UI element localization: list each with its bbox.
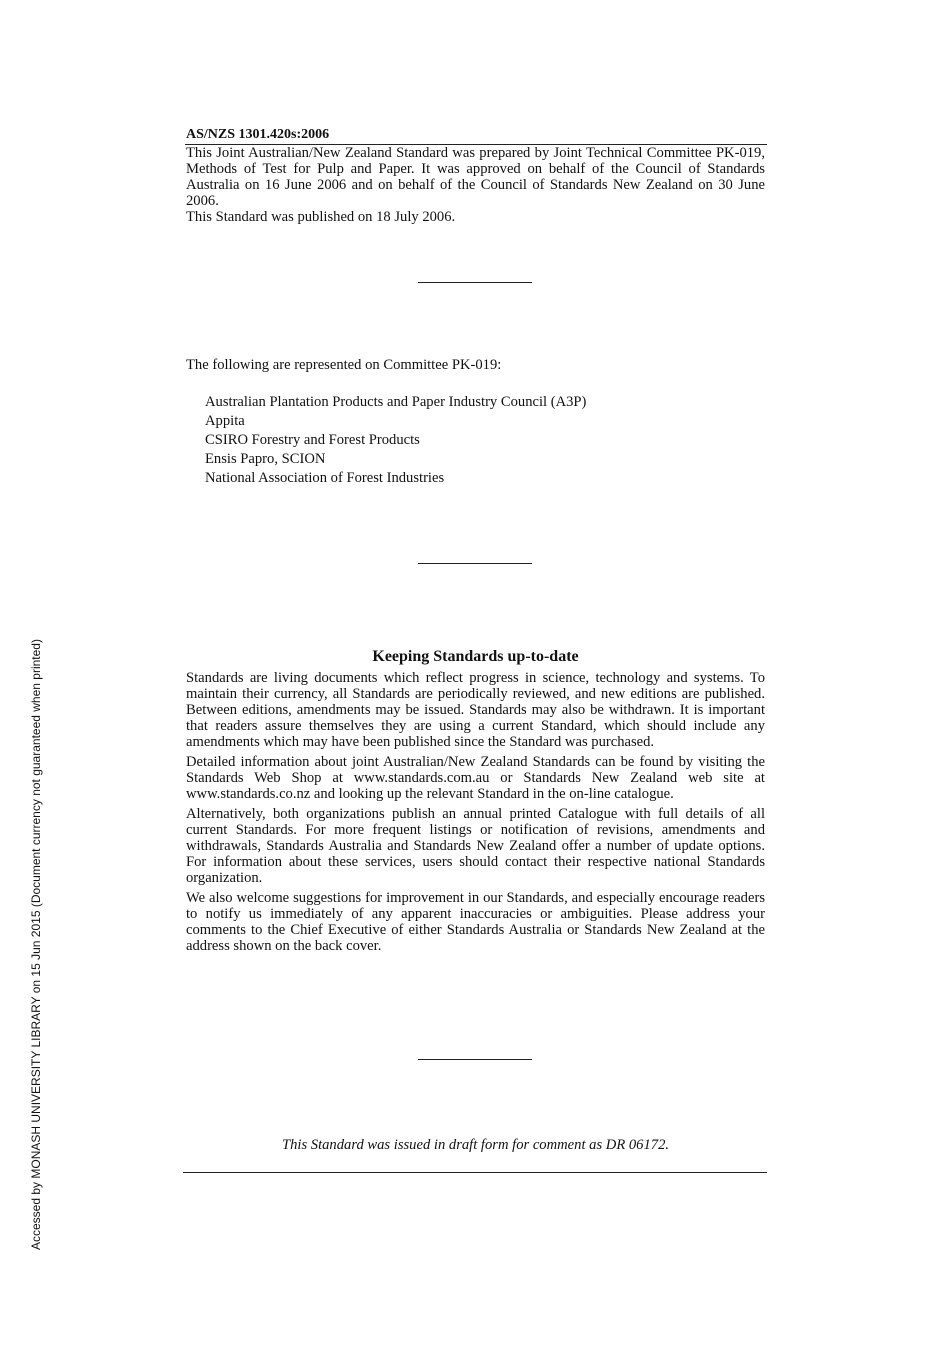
- section-heading: Keeping Standards up-to-date: [372, 648, 579, 665]
- committee-member: Australian Plantation Products and Paper Industry Council (A3P): [205, 394, 587, 410]
- body-paragraph: Standards are living documents which reflect progress in science, technology and systems. To maintain their currency, all Standards are periodically reviewed, and new editions are published. Between editions, amendments may be issued. Standards may also be withdrawn. It is important that readers assure themselves they are using a current Standard, which should include any amendments which may have been published since the Standard was purchased.: [186, 670, 765, 750]
- published-date: This Standard was published on 18 July 2006.: [186, 209, 456, 225]
- committee-member: CSIRO Forestry and Forest Products: [205, 432, 420, 448]
- body-paragraph: Alternatively, both organizations publish an annual printed Catalogue with full details of all current Standards. For more frequent listings or notification of revisions, amendments and withdrawals, Standards Australia and Standards New Zealand offer a number of update options. For information about these services, users should contact their respective national Standards organization.: [186, 806, 765, 886]
- footer-rule: [183, 1172, 767, 1173]
- committee-member: National Association of Forest Industries: [205, 470, 445, 486]
- section-divider: [418, 282, 532, 283]
- keeping-body: [186, 670, 765, 958]
- section-divider: [418, 1059, 532, 1060]
- intro-paragraph: This Joint Australian/New Zealand Standard was prepared by Joint Technical Committee PK-019, Methods of Test for Pulp and Paper. It was approved on behalf of the Council of Standards Australia on 16 June 2006 and on behalf of the Council of Standards New Zealand on 30 June 2006.: [186, 145, 765, 209]
- access-watermark: Accessed by MONASH UNIVERSITY LIBRARY on 15 Jun 2015 (Document currency not guaranteed when printed): [29, 639, 43, 1250]
- body-paragraph: We also welcome suggestions for improvement in our Standards, and especially encourage readers to notify us immediately of any apparent inaccuracies or ambiguities. Please address your comments to the Chief Executive of either Standards Australia or Standards New Zealand at the address shown on the back cover.: [186, 890, 765, 954]
- committee-member: Ensis Papro, SCION: [205, 451, 326, 467]
- draft-note: This Standard was issued in draft form for comment as DR 06172.: [281, 1137, 670, 1153]
- committee-member: Appita: [205, 413, 245, 429]
- intro-block: [186, 145, 765, 225]
- section-divider: [418, 563, 532, 564]
- standard-id: AS/NZS 1301.420s:2006: [186, 127, 330, 142]
- body-paragraph: Detailed information about joint Australian/New Zealand Standards can be found by visiting the Standards Web Shop at www.standards.com.au or Standards New Zealand web site at www.standards.co.nz and looking up the relevant Standard in the on-line catalogue.: [186, 754, 765, 802]
- committee-member-list: [205, 393, 586, 488]
- committee-intro: The following are represented on Committee PK-019:: [186, 357, 502, 373]
